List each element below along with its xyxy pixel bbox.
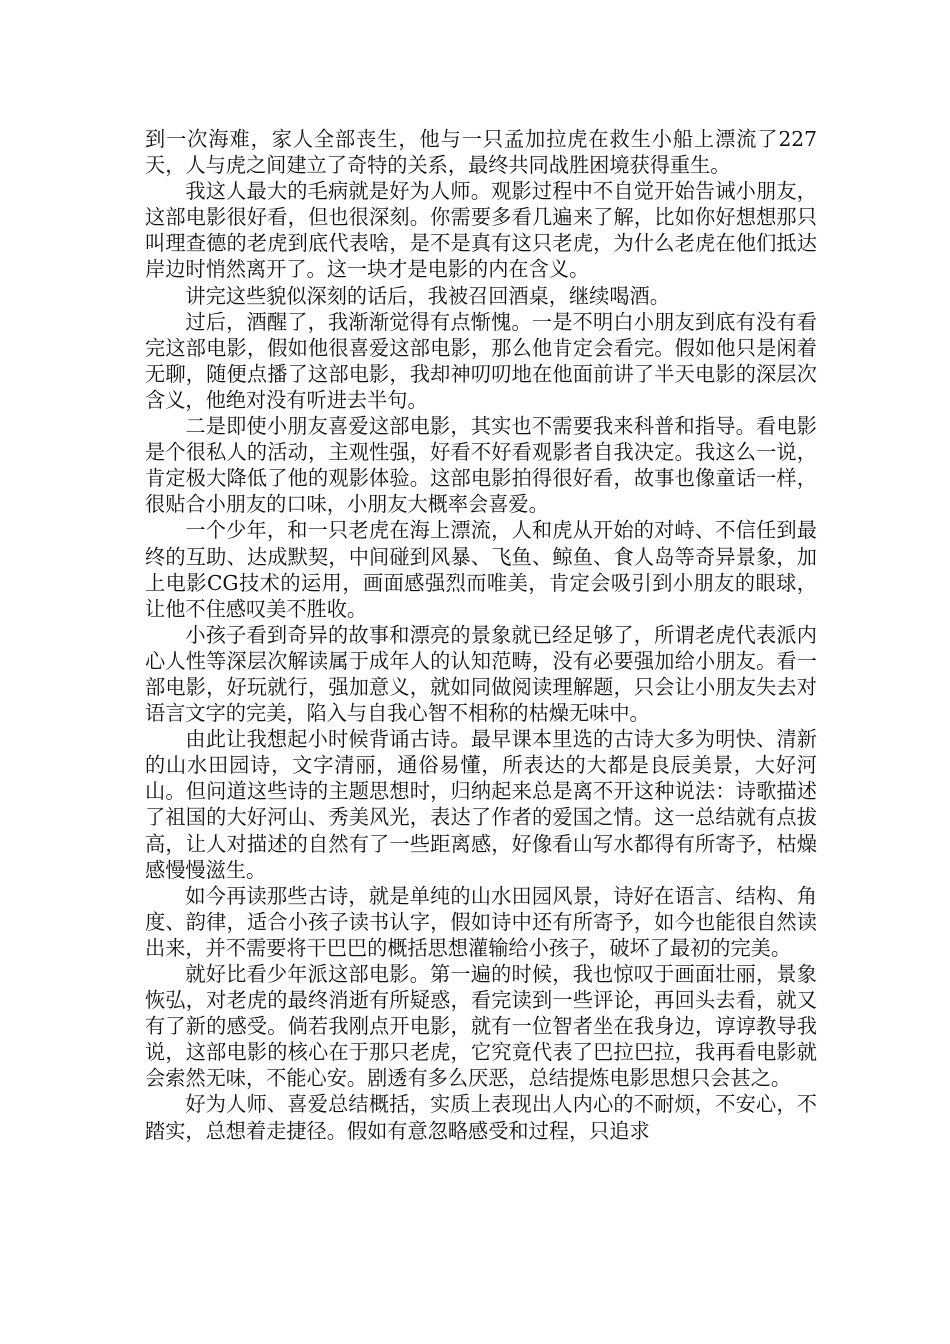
paragraph-7: 小孩子看到奇异的故事和漂亮的景象就已经足够了，所谓老虎代表派内心人性等深层次解读属于成年人的认知范畴，没有必要强加给小朋友。看一部电影，好玩就行，强加意义，就如同做阅读理解题，只会让小朋友失去对语言文字的完美，陷入与自我心智不相称的枯燥无味中。 — [145, 622, 817, 726]
paragraph-8: 由此让我想起小时候背诵古诗。最早课本里选的古诗大多为明快、清新的山水田园诗，文字清丽，通俗易懂，所表达的大都是良辰美景，大好河山。但问道这些诗的主题思想时，归纳起来总是离不开这种说法：诗歌描述了祖国的大好河山、秀美风光，表达了作者的爱国之情。这一总结就有点拔高，让人对描述的自然有了一些距离感，好像看山写水都得有所寄予，枯燥感慢慢滋生。 — [145, 727, 817, 882]
paragraph-5: 二是即使小朋友喜爱这部电影，其实也不需要我来科普和指导。看电影是个很私人的活动，主观性强，好看不好看观影者自我决定。我这么一说，肯定极大降低了他的观影体验。这部电影拍得很好看，故事也像童话一样，很贴合小朋友的口味，小朋友大概率会喜爱。 — [145, 414, 817, 517]
paragraph-9: 如今再读那些古诗，就是单纯的山水田园风景，诗好在语言、结构、角度、韵律，适合小孩子读书认字，假如诗中还有所寄予，如今也能很自然读出来，并不需要将干巴巴的概括思想灌输给小孩子，破坏了最初的完美。 — [145, 883, 817, 960]
paragraph-2: 我这人最大的毛病就是好为人师。观影过程中不自觉开始告诫小朋友，这部电影很好看，但也很深刻。你需要多看几遍来了解，比如你好想想那只叫理查德的老虎到底代表啥，是不是真有这只老虎，为什么老虎在他们抵达岸边时悄然离开了。这一块才是电影的内在含义。 — [145, 179, 817, 282]
paragraph-6: 一个少年，和一只老虎在海上漂流，人和虎从开始的对峙、不信任到最终的互助、达成默契，中间碰到风暴、飞鱼、鲸鱼、食人岛等奇异景象，加上电影CG技术的运用，画面感强烈而唯美，肯定会吸引到小朋友的眼球，让他不住感叹美不胜收。 — [145, 518, 817, 621]
paragraph-4: 过后，酒醒了，我渐渐觉得有点惭愧。一是不明白小朋友到底有没有看完这部电影，假如他很喜爱这部电影，那么他肯定会看完。假如他只是闲着无聊，随便点播了这部电影，我却神叨叨地在他面前讲了半天电影的深层次含义，他绝对没有听进去半句。 — [145, 309, 817, 412]
paragraph-11: 好为人师、喜爱总结概括，实质上表现出人内心的不耐烦，不安心，不踏实，总想着走捷径。假如有意忽略感受和过程，只追求 — [145, 1092, 817, 1143]
article-body — [145, 126, 817, 1144]
paragraph-1: 到一次海难，家人全部丧生，他与一只孟加拉虎在救生小船上漂流了227天，人与虎之间建立了奇特的关系，最终共同战胜困境获得重生。 — [145, 127, 817, 178]
paragraph-3: 讲完这些貌似深刻的话后，我被召回酒桌，继续喝酒。 — [185, 283, 670, 308]
paragraph-10: 就好比看少年派这部电影。第一遍的时候，我也惊叹于画面壮丽，景象恢弘，对老虎的最终消逝有所疑惑，看完读到一些评论，再回头去看，就又有了新的感受。倘若我刚点开电影，就有一位智者坐在我身边，谆谆教导我说，这部电影的核心在于那只老虎，它究竟代表了巴拉巴拉，我再看电影就会索然无味，不能心安。剧透有多么厌恶，总结提炼电影思想只会甚之。 — [145, 962, 817, 1091]
